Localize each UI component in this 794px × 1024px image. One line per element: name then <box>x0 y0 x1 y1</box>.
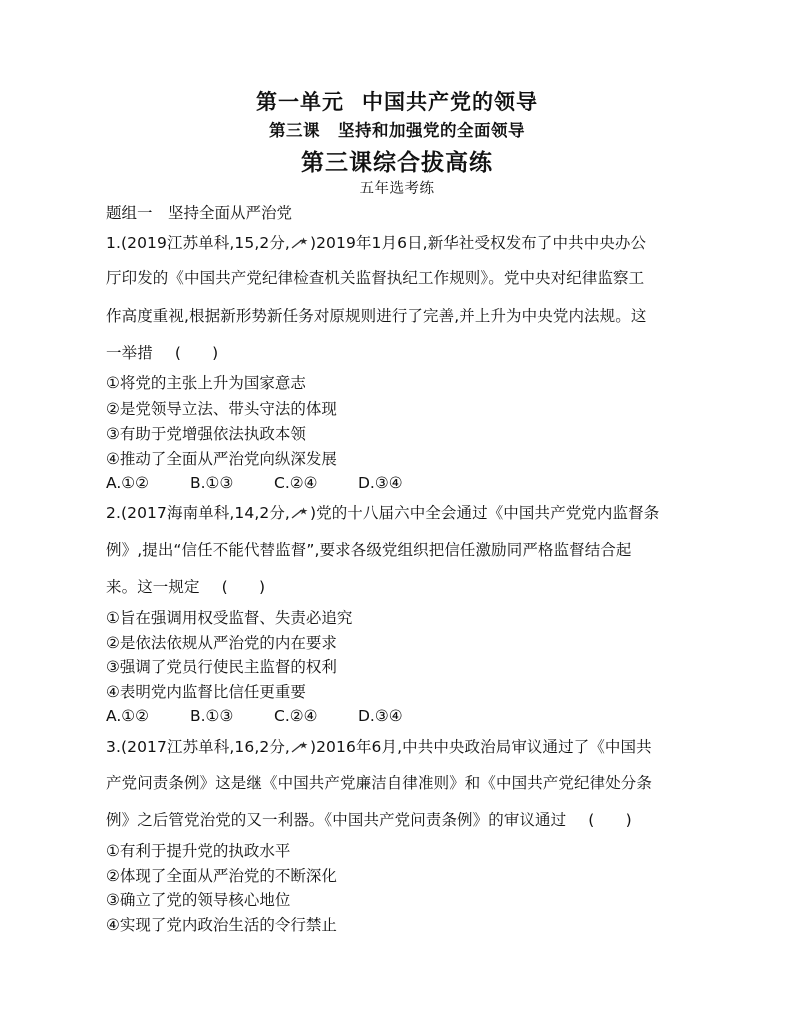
star-mark-icon <box>291 236 309 250</box>
question-3-line-2: 产党问责条例》这是继《中国共产党廉洁自律准则》和《中国共产党纪律处分条 <box>106 774 653 792</box>
question-2-line-1: 2.(2017海南单科,14,2分, )党的十八届六中全会通过《中国共产党党内监督条 <box>106 504 660 522</box>
q2-options <box>106 706 442 726</box>
question-3-line-3: 例》之后管党治党的又一利器。《中国共产党问责条例》的审议通过 ( ) <box>106 811 632 829</box>
option-d: D.③④ <box>358 474 403 492</box>
star-mark-icon <box>291 506 309 520</box>
option-b: B.①③ <box>190 474 234 492</box>
option-a: A.①② <box>106 707 150 725</box>
question-1-line-1: 1.(2019江苏单科,15,2分, )2019年1月6日,新华社受权发布了中共中央办公 <box>106 234 647 252</box>
unit-number: 第一单元 <box>256 90 344 114</box>
lesson-number: 第三课 <box>269 121 320 140</box>
q3-statement-2: ②体现了全面从严治党的不断深化 <box>106 867 337 885</box>
q2-statement-4: ④表明党内监督比信任更重要 <box>106 683 306 701</box>
q3-statement-3: ③确立了党的领导核心地位 <box>106 891 291 909</box>
answer-blank: ( ) <box>588 811 632 829</box>
question-2-line-3: 来。这一规定 ( ) <box>106 578 266 596</box>
question-3-line-1: 3.(2017江苏单科,16,2分, )2016年6月,中共中央政治局审议通过了《中国共 <box>106 738 652 756</box>
q1-options <box>106 473 442 493</box>
q3-statement-4: ④实现了党内政治生活的令行禁止 <box>106 916 337 934</box>
option-d: D.③④ <box>358 707 403 725</box>
q1-statement-3: ③有助于党增强依法执政本领 <box>106 425 306 443</box>
q2-statement-2: ②是依法依规从严治党的内在要求 <box>106 634 337 652</box>
q3-statement-1: ①有利于提升党的执政水平 <box>106 842 291 860</box>
q2-statement-1: ①旨在强调用权受监督、失责必追究 <box>106 609 353 627</box>
option-b: B.①③ <box>190 707 234 725</box>
answer-blank: ( ) <box>221 578 266 596</box>
lesson-name: 坚持和加强党的全面领导 <box>338 121 525 140</box>
group-title: 题组一 坚持全面从严治党 <box>106 204 293 222</box>
q2-statement-3: ③强调了党员行使民主监督的权利 <box>106 658 337 676</box>
q1-statement-1: ①将党的主张上升为国家意志 <box>106 374 306 392</box>
question-2-line-2: 例》,提出“信任不能代替监督”,要求各级党组织把信任激励同严格监督结合起 <box>106 541 632 559</box>
question-1-line-3: 作高度重视,根据新形势新任务对原规则进行了完善,并上升为中央党内法规。这 <box>106 307 647 325</box>
option-c: C.②④ <box>274 474 318 492</box>
q1-statement-4: ④推动了全面从严治党向纵深发展 <box>106 450 337 468</box>
option-a: A.①② <box>106 474 150 492</box>
star-mark-icon <box>291 740 309 754</box>
answer-blank: ( ) <box>174 344 219 362</box>
question-1-line-4: 一举措 ( ) <box>106 344 219 362</box>
lesson-heading <box>0 117 794 141</box>
question-1-line-2: 厅印发的《中国共产党纪律检查机关监督执纪工作规则》。党中央对纪律监察工 <box>106 269 645 287</box>
q1-statement-2: ②是党领导立法、带头守法的体现 <box>106 400 337 418</box>
unit-name: 中国共产党的领导 <box>362 90 538 114</box>
option-c: C.②④ <box>274 707 318 725</box>
unit-heading <box>0 86 794 116</box>
page-subtitle: 五年选考练 <box>359 181 435 197</box>
page-title: 第三课综合拔高练 <box>301 150 493 176</box>
